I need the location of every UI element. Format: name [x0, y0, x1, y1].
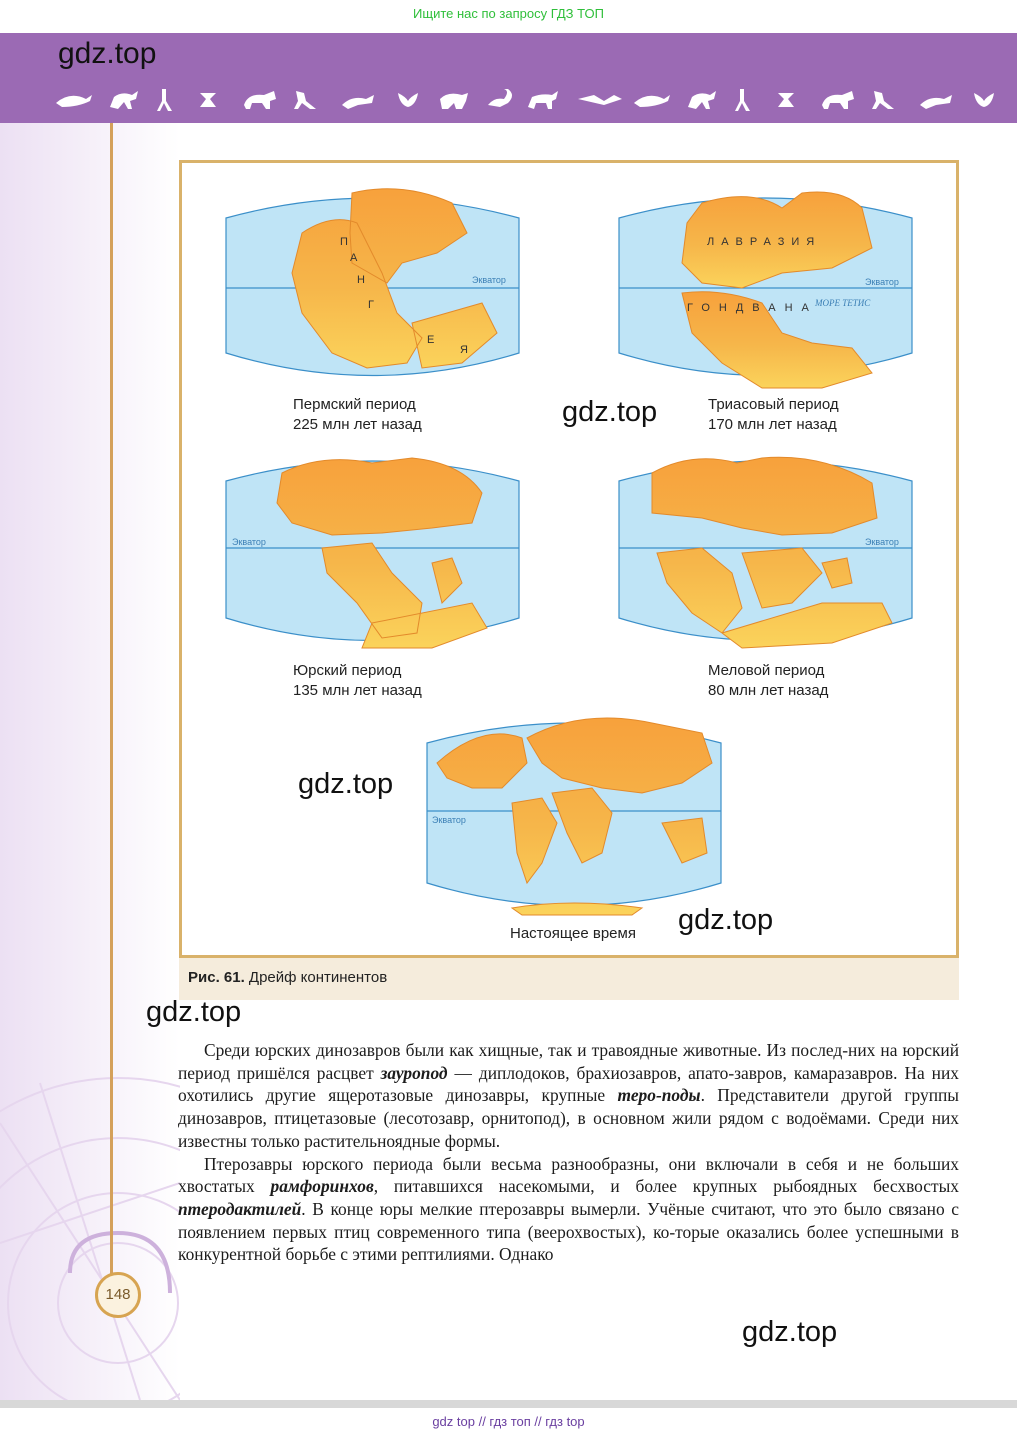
animal-silhouette-strip	[48, 85, 1008, 115]
insect-icon	[200, 93, 216, 107]
lizard-icon	[342, 95, 374, 109]
map-age-label: 225 млн лет назад	[293, 416, 422, 433]
lizard-icon	[920, 95, 952, 109]
header-logo: gdz.top	[58, 37, 157, 70]
paragraph: Среди юрских динозавров были как хищные, так и травоядные животные. Из послед-них на юрский период пришёлся расцвет зауропод — диплодоков, брахиозавров, апато-завров, камаразавров. На них охотились другие ящеротазовые динозавры, крупные теро-поды. Представители другой группы динозавров, птицетазовые (лесотозавр, орнитопод), в основном жили рядом с водоёмами. Среди них известны только растительноядные формы.	[178, 1040, 959, 1151]
margin-line	[110, 123, 113, 1275]
beast-icon	[822, 91, 854, 109]
term-pterodactyls: птеродактилей	[178, 1198, 302, 1219]
butterfly-icon	[974, 93, 994, 107]
header-band	[0, 33, 1017, 123]
map-present	[427, 718, 721, 942]
bird-standing-icon	[735, 89, 750, 111]
scorpion-icon	[488, 89, 512, 107]
equator-label: Экватор	[432, 815, 466, 825]
watermark: gdz.top	[678, 904, 774, 936]
map-age-label: 80 млн лет назад	[708, 682, 829, 699]
gondwana-label: ГОНДВАНА	[687, 302, 818, 314]
map-age-label: 135 млн лет назад	[293, 682, 422, 699]
body-text	[178, 1039, 959, 1266]
equator-label: Экватор	[472, 275, 506, 285]
pterosaur-icon	[578, 95, 622, 105]
figure-caption-bar	[179, 958, 959, 1000]
watermark: gdz.top	[146, 996, 242, 1028]
watermark: gdz.top	[562, 396, 658, 428]
laurasia-label: ЛАВРАЗИЯ	[707, 236, 822, 248]
top-banner-link[interactable]: Ищите нас по запросу ГДЗ ТОП	[413, 6, 604, 21]
tethys-label: МОРЕ ТЕТИС	[815, 298, 871, 308]
paragraph: Птерозавры юрского периода были весьма разнообразны, они включали в себя и не больших хвостатых рамфоринхов, питавшихся насекомыми, и более крупных рыбоядных бесхвостых птеродактилей. В конце юры мелкие птерозавры вымерли. Учёные считают, что это было связано с появлением первых птиц современного типа (веерохвостых), ко-торые оказались более успешными в конкурентной борьбе с этими рептилиями. Однако	[178, 1153, 959, 1265]
map-permian	[226, 189, 519, 433]
butterfly-icon	[398, 93, 418, 107]
dinosaur-icon	[688, 91, 716, 109]
map-period-label: Пермский период	[293, 396, 416, 413]
continental-drift-figure	[179, 160, 959, 958]
figure-number: Рис. 61.	[188, 969, 245, 986]
term-theropods: теро-поды	[617, 1085, 701, 1106]
map-period-label: Юрский период	[293, 662, 402, 679]
pangea-letter: Я	[460, 344, 468, 356]
pangea-letter: Н	[357, 274, 365, 286]
drift-maps	[182, 163, 956, 955]
map-period-label: Настоящее время	[510, 925, 636, 942]
watermark: gdz.top	[298, 768, 394, 800]
watermark: gdz.top	[742, 1316, 838, 1348]
pangea-letter: Г	[368, 299, 374, 311]
rhino-icon	[440, 93, 468, 109]
kangaroo-icon	[872, 91, 894, 109]
term-sauropods: зауропод	[380, 1062, 448, 1083]
bird-standing-icon	[157, 89, 172, 111]
insect-icon	[778, 93, 794, 107]
map-period-label: Триасовый период	[708, 396, 839, 413]
map-cretaceous	[619, 457, 912, 699]
dolphin-icon	[634, 95, 670, 107]
equator-label: Экватор	[865, 277, 899, 287]
map-triassic	[619, 192, 912, 433]
equator-label: Экватор	[232, 537, 266, 547]
pangea-letter: А	[350, 252, 358, 264]
kangaroo-icon	[294, 91, 316, 109]
map-period-label: Меловой период	[708, 662, 825, 679]
footer-links[interactable]: gdz top // гдз топ // гдз top	[432, 1414, 585, 1429]
pangea-letter: Е	[427, 334, 435, 346]
equator-label: Экватор	[865, 537, 899, 547]
figure-caption	[188, 969, 387, 986]
map-jurassic	[226, 458, 519, 699]
beast-icon	[244, 91, 276, 109]
page-number: 148	[95, 1272, 141, 1318]
dolphin-icon	[56, 95, 92, 107]
decorative-margin-ornament	[0, 123, 180, 1400]
dinosaur-icon	[110, 91, 138, 109]
term-rhamphorhynchus: рамфоринхов	[270, 1176, 374, 1197]
figure-title: Дрейф континентов	[244, 969, 388, 986]
horse-icon	[528, 91, 558, 109]
pangea-letter: П	[340, 236, 348, 248]
footer-strip	[0, 1400, 1017, 1408]
map-age-label: 170 млн лет назад	[708, 416, 837, 433]
